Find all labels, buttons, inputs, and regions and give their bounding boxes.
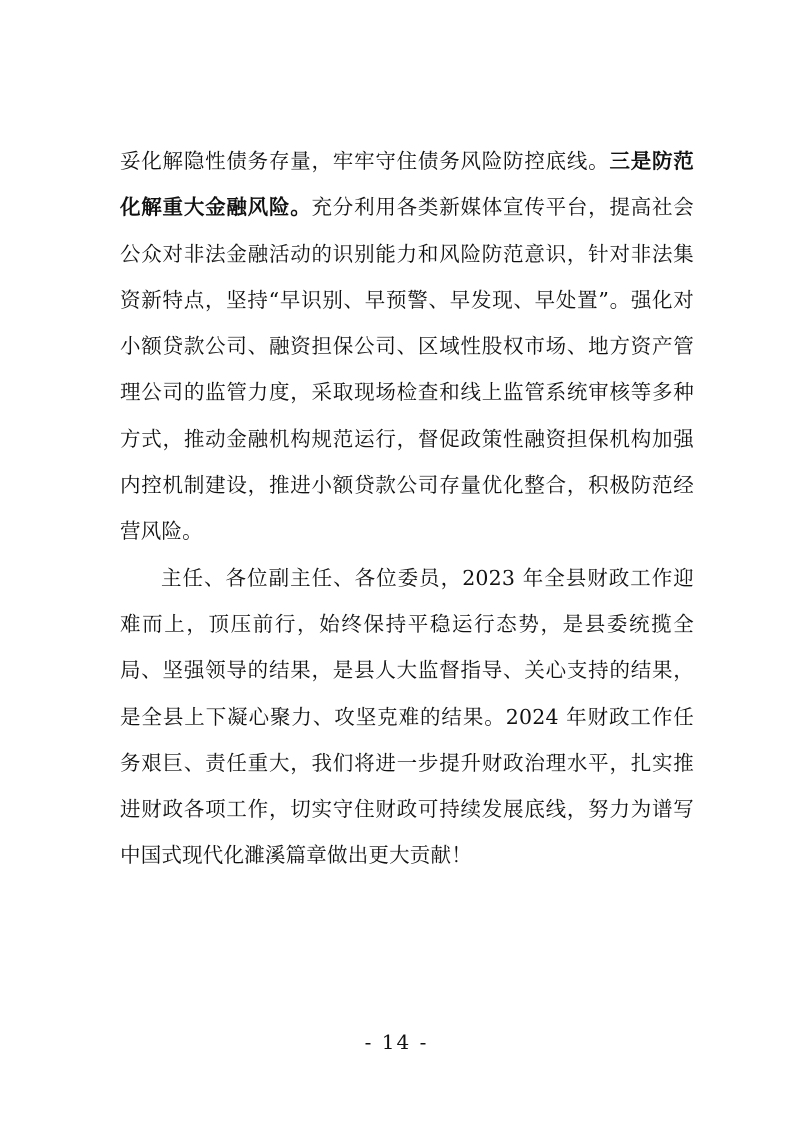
paragraph-closing: 主任、各位副主任、各位委员，2023 年全县财政工作迎难而上，顶压前行，始终保持平稳运行态势，是县委统揽全局、坚强领导的结果，是县人大监督指导、关心支持的结果，是全县上下凝心聚力、攻坚克难的结果。2024 年财政工作任务艰巨、责任重大，我们将进一步提升财政治理水平，扎实推进财政各项工作，切实守住财政可持续发展底线，努力为谱写中国式现代化濉溪篇章做出更大贡献！ [120, 565, 694, 868]
page-number: - 14 - [364, 1030, 429, 1054]
bold-heading: 三是防范化解重大金融风险。 [120, 149, 694, 220]
body-text [120, 138, 694, 879]
paragraph-text: 充分利用各类新媒体宣传平台，提高社会公众对非法金融活动的识别能力和风险防范意识，针对非法集资新特点，坚持“早识别、早预警、早发现、早处置”。强化对小额贷款公司、融资担保公司、区域性股权市场、地方资产管理公司的监管力度，采取现场检查和线上监管系统审核等多种方式，推动金融机构规范运行，督促政策性融资担保机构加强内控机制建设，推进小额贷款公司存量优化整合，积极防范经营风险。 [120, 195, 694, 544]
paragraph-financial-risk [120, 138, 694, 555]
paragraph-text: 妥化解隐性债务存量，牢牢守住债务风险防控底线。 [120, 149, 610, 173]
